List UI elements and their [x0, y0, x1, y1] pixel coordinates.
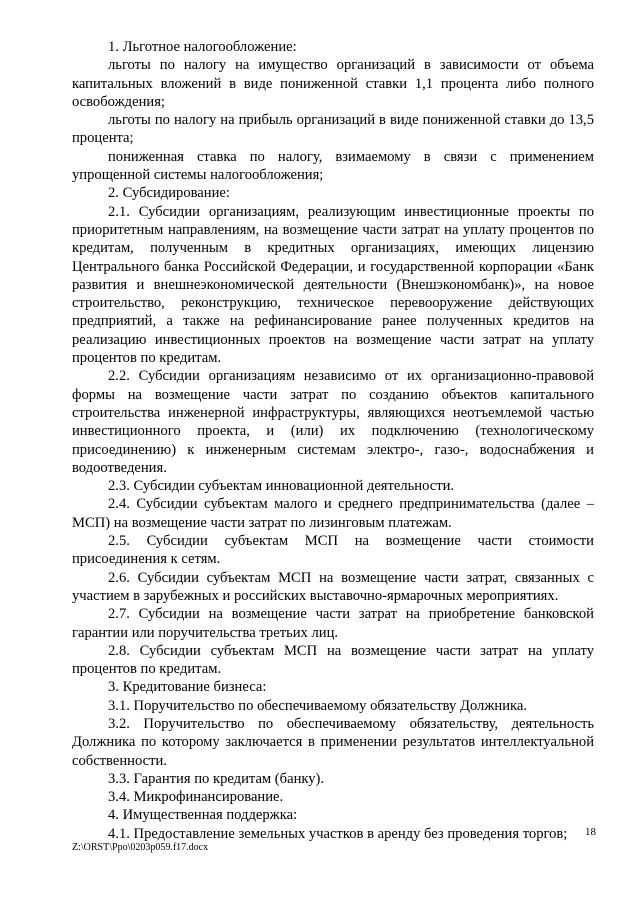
paragraph-17: 3.3. Гарантия по кредитам (банку). [108, 770, 325, 787]
paragraph-4: пониженная ставка по налогу, взимаемому в связи с применением упрощенной системы налогообложения; [72, 148, 594, 184]
paragraph-14: 3. Кредитование бизнеса: [108, 679, 267, 696]
page-number: 18 [585, 826, 596, 838]
paragraph-16: 3.2. Поручительство по обеспечиваемому обязательству, деятельность Должника по которому заключается в применении результатов интеллектуальной собственности. [72, 715, 594, 769]
document-body [72, 38, 594, 843]
paragraph-11: 2.6. Субсидии субъектам МСП на возмещение части затрат, связанных с участием в зарубежных и российских выставочно-ярмарочных мероприятиях. [72, 569, 594, 604]
paragraph-9: 2.4. Субсидии субъектам малого и среднего предпринимательства (далее – МСП) на возмещение части затрат по лизинговым платежам. [72, 496, 594, 531]
paragraph-5: 2. Субсидирование: [108, 185, 230, 202]
paragraph-1: 1. Льготное налогообложение: [108, 39, 297, 55]
paragraph-18: 3.4. Микрофинансирование. [108, 789, 284, 806]
paragraph-2: льготы по налогу на имущество организаций в зависимости от объема капитальных вложений в виде пониженной ставки 1,1 процента либо полного освобождения; [72, 57, 594, 110]
paragraph-19: 4. Имущественная поддержка: [108, 807, 298, 824]
paragraph-8: 2.3. Субсидии субъектам инновационной деятельности. [108, 478, 455, 495]
paragraph-12: 2.7. Субсидии на возмещение части затрат на приобретение банковской гарантии или поручительства третьих лиц. [72, 606, 594, 641]
footer-file-path: Z:\ORST\Ppo\0203p059.f17.docx [72, 842, 209, 853]
paragraph-6: 2.1. Субсидии организациям, реализующим инвестиционные проекты по приоритетным направлениям, на возмещение части затрат на уплату процентов по кредитам, полученным в кредитных организациях, имеющих лицензию Центрального банка Российской Федерации, и государственной корпорации «Банк развития и внешнеэкономической деятельности (Внешэкономбанк)», на новое строительство, реконструкцию, техническое перевооружение действующих предприятий, а также на рефинансирование ранее полученных кредитов на реализацию инвестиционных проектов на возмещение части затрат на уплату процентов по кредитам. [72, 203, 594, 367]
paragraph-13: 2.8. Субсидии субъектам МСП на возмещение части затрат на уплату процентов по кредитам. [72, 642, 594, 678]
paragraph-15: 3.1. Поручительство по обеспечиваемому обязательству Должника. [108, 697, 528, 714]
paragraph-20: 4.1. Предоставление земельных участков в аренду без проведения торгов; [108, 825, 568, 842]
paragraph-7: 2.2. Субсидии организациям независимо от их организационно-правовой формы на возмещение части затрат по созданию объектов капитального строительства инженерной инфраструктуры, являющихся неотъемлемой частью инвестиционного проекта, и (или) их подключению (технологическому присоединению) к инженерным системам электро-, газо-, водоснабжения и водоотведения. [72, 368, 594, 476]
paragraph-3: льготы по налогу на прибыль организаций в виде пониженной ставки до 13,5 процента; [72, 112, 594, 147]
paragraph-10: 2.5. Субсидии субъектам МСП на возмещение части стоимости присоединения к сетям. [72, 533, 594, 568]
